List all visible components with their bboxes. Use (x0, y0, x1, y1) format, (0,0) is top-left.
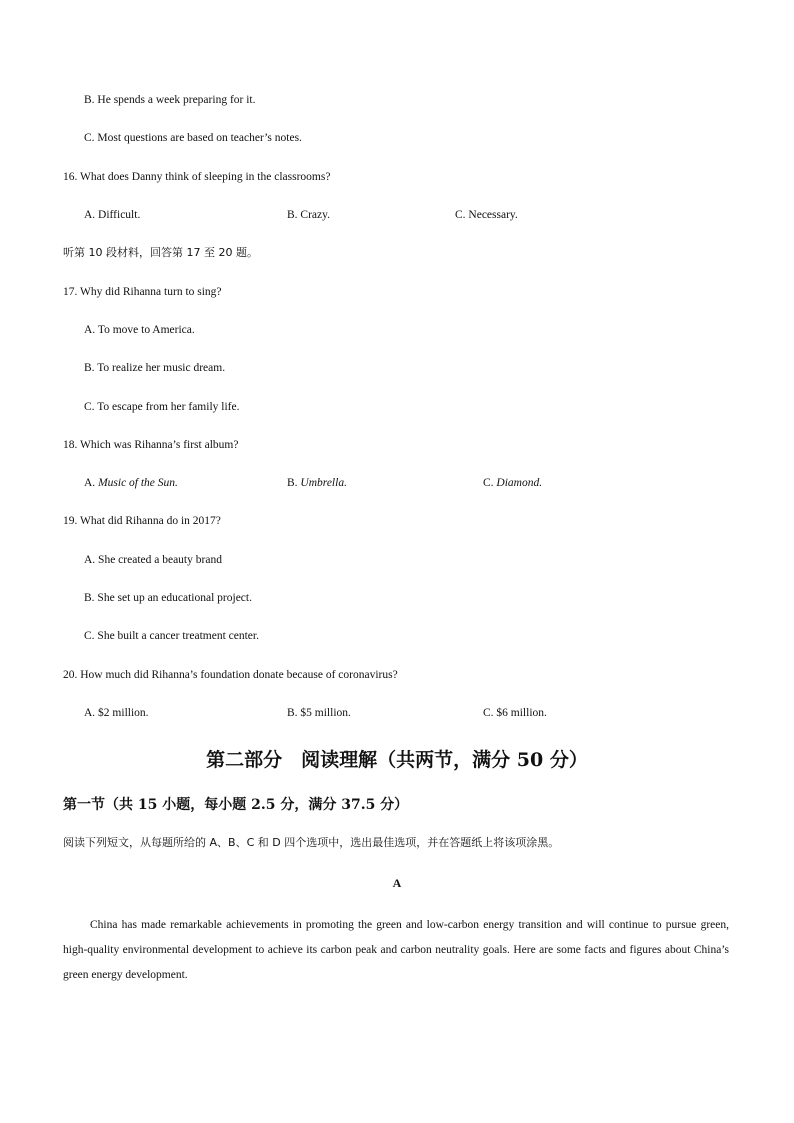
q17-option-c: C. To escape from her family life. (84, 401, 240, 413)
part-two-title: 第二部分 阅读理解（共两节，满分 50 分） (206, 749, 588, 771)
q18-option-a-prefix: A. (84, 477, 99, 489)
passage-label: A (392, 876, 402, 890)
q15-option-b: B. He spends a week preparing for it. (84, 94, 256, 106)
listening-instruction-10: 听第 10 段材料，回答第 17 至 20 题。 (63, 246, 258, 259)
q20-option-c: C. $6 million. (483, 707, 547, 719)
q17-option-a: A. To move to America. (84, 324, 195, 336)
q17-option-b: B. To realize her music dream. (84, 362, 226, 374)
q16-option-b: B. Crazy. (287, 209, 331, 221)
q18-option-c-title: Diamond. (496, 477, 543, 489)
q20-question: 20. How much did Rihanna’s foundation donate because of coronavirus? (63, 669, 398, 681)
q18-option-c-prefix: C. (483, 477, 497, 489)
q16-option-c: C. Necessary. (455, 209, 518, 221)
q20-option-a: A. $2 million. (84, 707, 149, 719)
q16-question: 16. What does Danny think of sleeping in the classrooms? (63, 171, 331, 183)
reading-instruction: 阅读下列短文，从每题所给的 A、B、C 和 D 四个选项中，选出最佳选项，并在答题纸上将该项涂黑。 (63, 836, 560, 849)
q19-option-b: B. She set up an educational project. (84, 592, 252, 604)
q19-option-c: C. She built a cancer treatment center. (84, 630, 259, 642)
q18-option-b-title: Umbrella. (300, 477, 347, 489)
q16-option-a: A. Difficult. (84, 209, 141, 221)
passage-paragraph: China has made remarkable achievements in promoting the green and low-carbon energy transition and will continue to pursue green, high-quality environmental development to achieve its carbon peak and carbon neutrality goals. Here are some facts and figures about China’s green energy development. (63, 919, 729, 981)
q18-option-a-title: Music of the Sun. (98, 477, 178, 489)
section-one-title: 第一节（共 15 小题，每小题 2.5 分，满分 37.5 分） (63, 797, 409, 813)
q18-option-a (84, 476, 178, 490)
q18-option-c (483, 476, 542, 490)
q15-option-c: C. Most questions are based on teacher’s notes. (84, 132, 302, 144)
q18-question: 18. Which was Rihanna’s first album? (63, 439, 239, 451)
q18-option-b-prefix: B. (287, 477, 301, 489)
q17-question: 17. Why did Rihanna turn to sing? (63, 286, 222, 298)
q20-option-b: B. $5 million. (287, 707, 351, 719)
q19-question: 19. What did Rihanna do in 2017? (63, 515, 221, 527)
q18-option-b (287, 476, 347, 490)
q19-option-a: A. She created a beauty brand (84, 554, 222, 566)
